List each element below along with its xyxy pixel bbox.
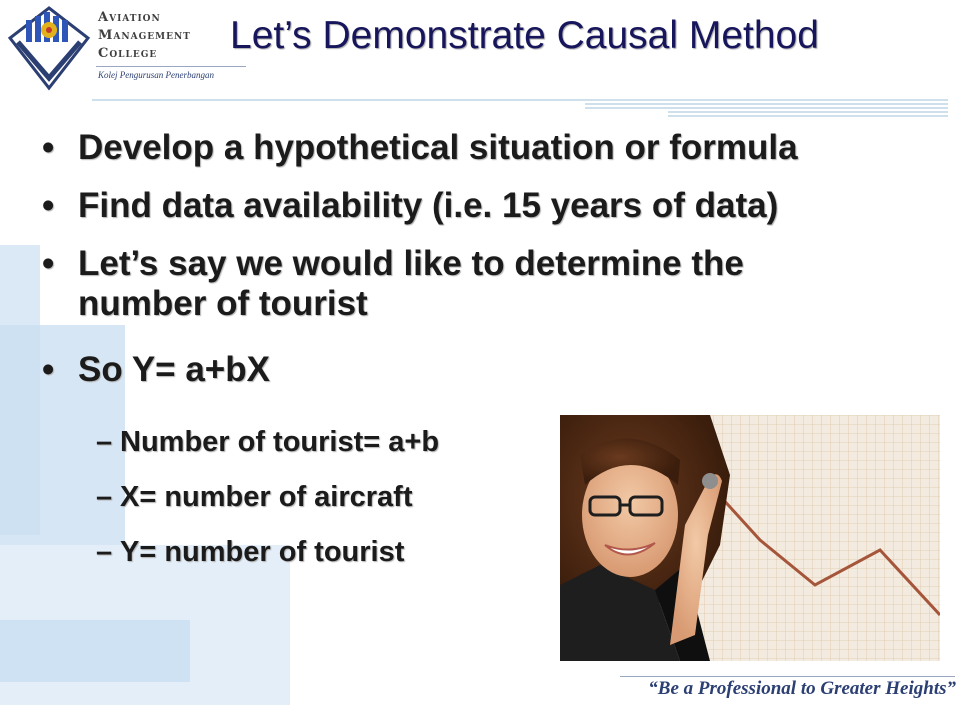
photo-illustration bbox=[560, 415, 940, 661]
bullet-marker: • bbox=[42, 186, 55, 225]
logo-text-aviation: Aviation bbox=[98, 10, 161, 25]
sub-bullet-marker: – bbox=[96, 426, 113, 458]
header-divider-lines bbox=[0, 92, 960, 122]
sub-bullet-text: X= number of aircraft bbox=[120, 481, 413, 513]
sub-bullet-marker: – bbox=[96, 536, 113, 568]
sub-bullet-item bbox=[96, 480, 556, 514]
bullet-item bbox=[40, 128, 870, 168]
footer-slogan: “Be a Professional to Greater Heights” bbox=[648, 678, 956, 699]
bullet-text: Develop a hypothetical situation or formula bbox=[78, 128, 798, 167]
bullet-item bbox=[40, 350, 870, 390]
bullet-marker: • bbox=[42, 244, 55, 283]
college-logo bbox=[4, 4, 248, 94]
sub-bullet-text: Y= number of tourist bbox=[120, 536, 405, 568]
sub-bullet-text: Number of tourist= a+b bbox=[120, 426, 440, 458]
logo-text-college: College bbox=[98, 46, 158, 61]
logo-divider bbox=[96, 66, 246, 67]
sub-bullet-list bbox=[96, 425, 556, 590]
logo-tagline: Kolej Pengurusan Penerbangan bbox=[98, 70, 214, 80]
woman-drawing-chart-photo bbox=[560, 415, 940, 661]
sub-bullet-item bbox=[96, 425, 556, 459]
bullet-item bbox=[40, 244, 870, 324]
slide-title: Let’s Demonstrate Causal Method bbox=[230, 14, 819, 57]
college-emblem-icon bbox=[4, 4, 94, 94]
bullet-marker: • bbox=[42, 128, 55, 167]
bullet-marker: • bbox=[42, 350, 55, 389]
sub-bullet-marker: – bbox=[96, 481, 113, 513]
bullet-list bbox=[40, 128, 870, 408]
sub-bullet-item bbox=[96, 535, 556, 569]
bullet-text: Find data availability (i.e. 15 years of data) bbox=[78, 186, 779, 225]
bullet-item bbox=[40, 186, 870, 226]
bullet-text: So Y= a+bX bbox=[78, 350, 270, 389]
logo-text-management: Management bbox=[98, 28, 191, 43]
background-block bbox=[0, 620, 190, 682]
bullet-text: Let’s say we would like to determine the number of tourist bbox=[78, 244, 744, 323]
footer-divider bbox=[620, 676, 955, 677]
